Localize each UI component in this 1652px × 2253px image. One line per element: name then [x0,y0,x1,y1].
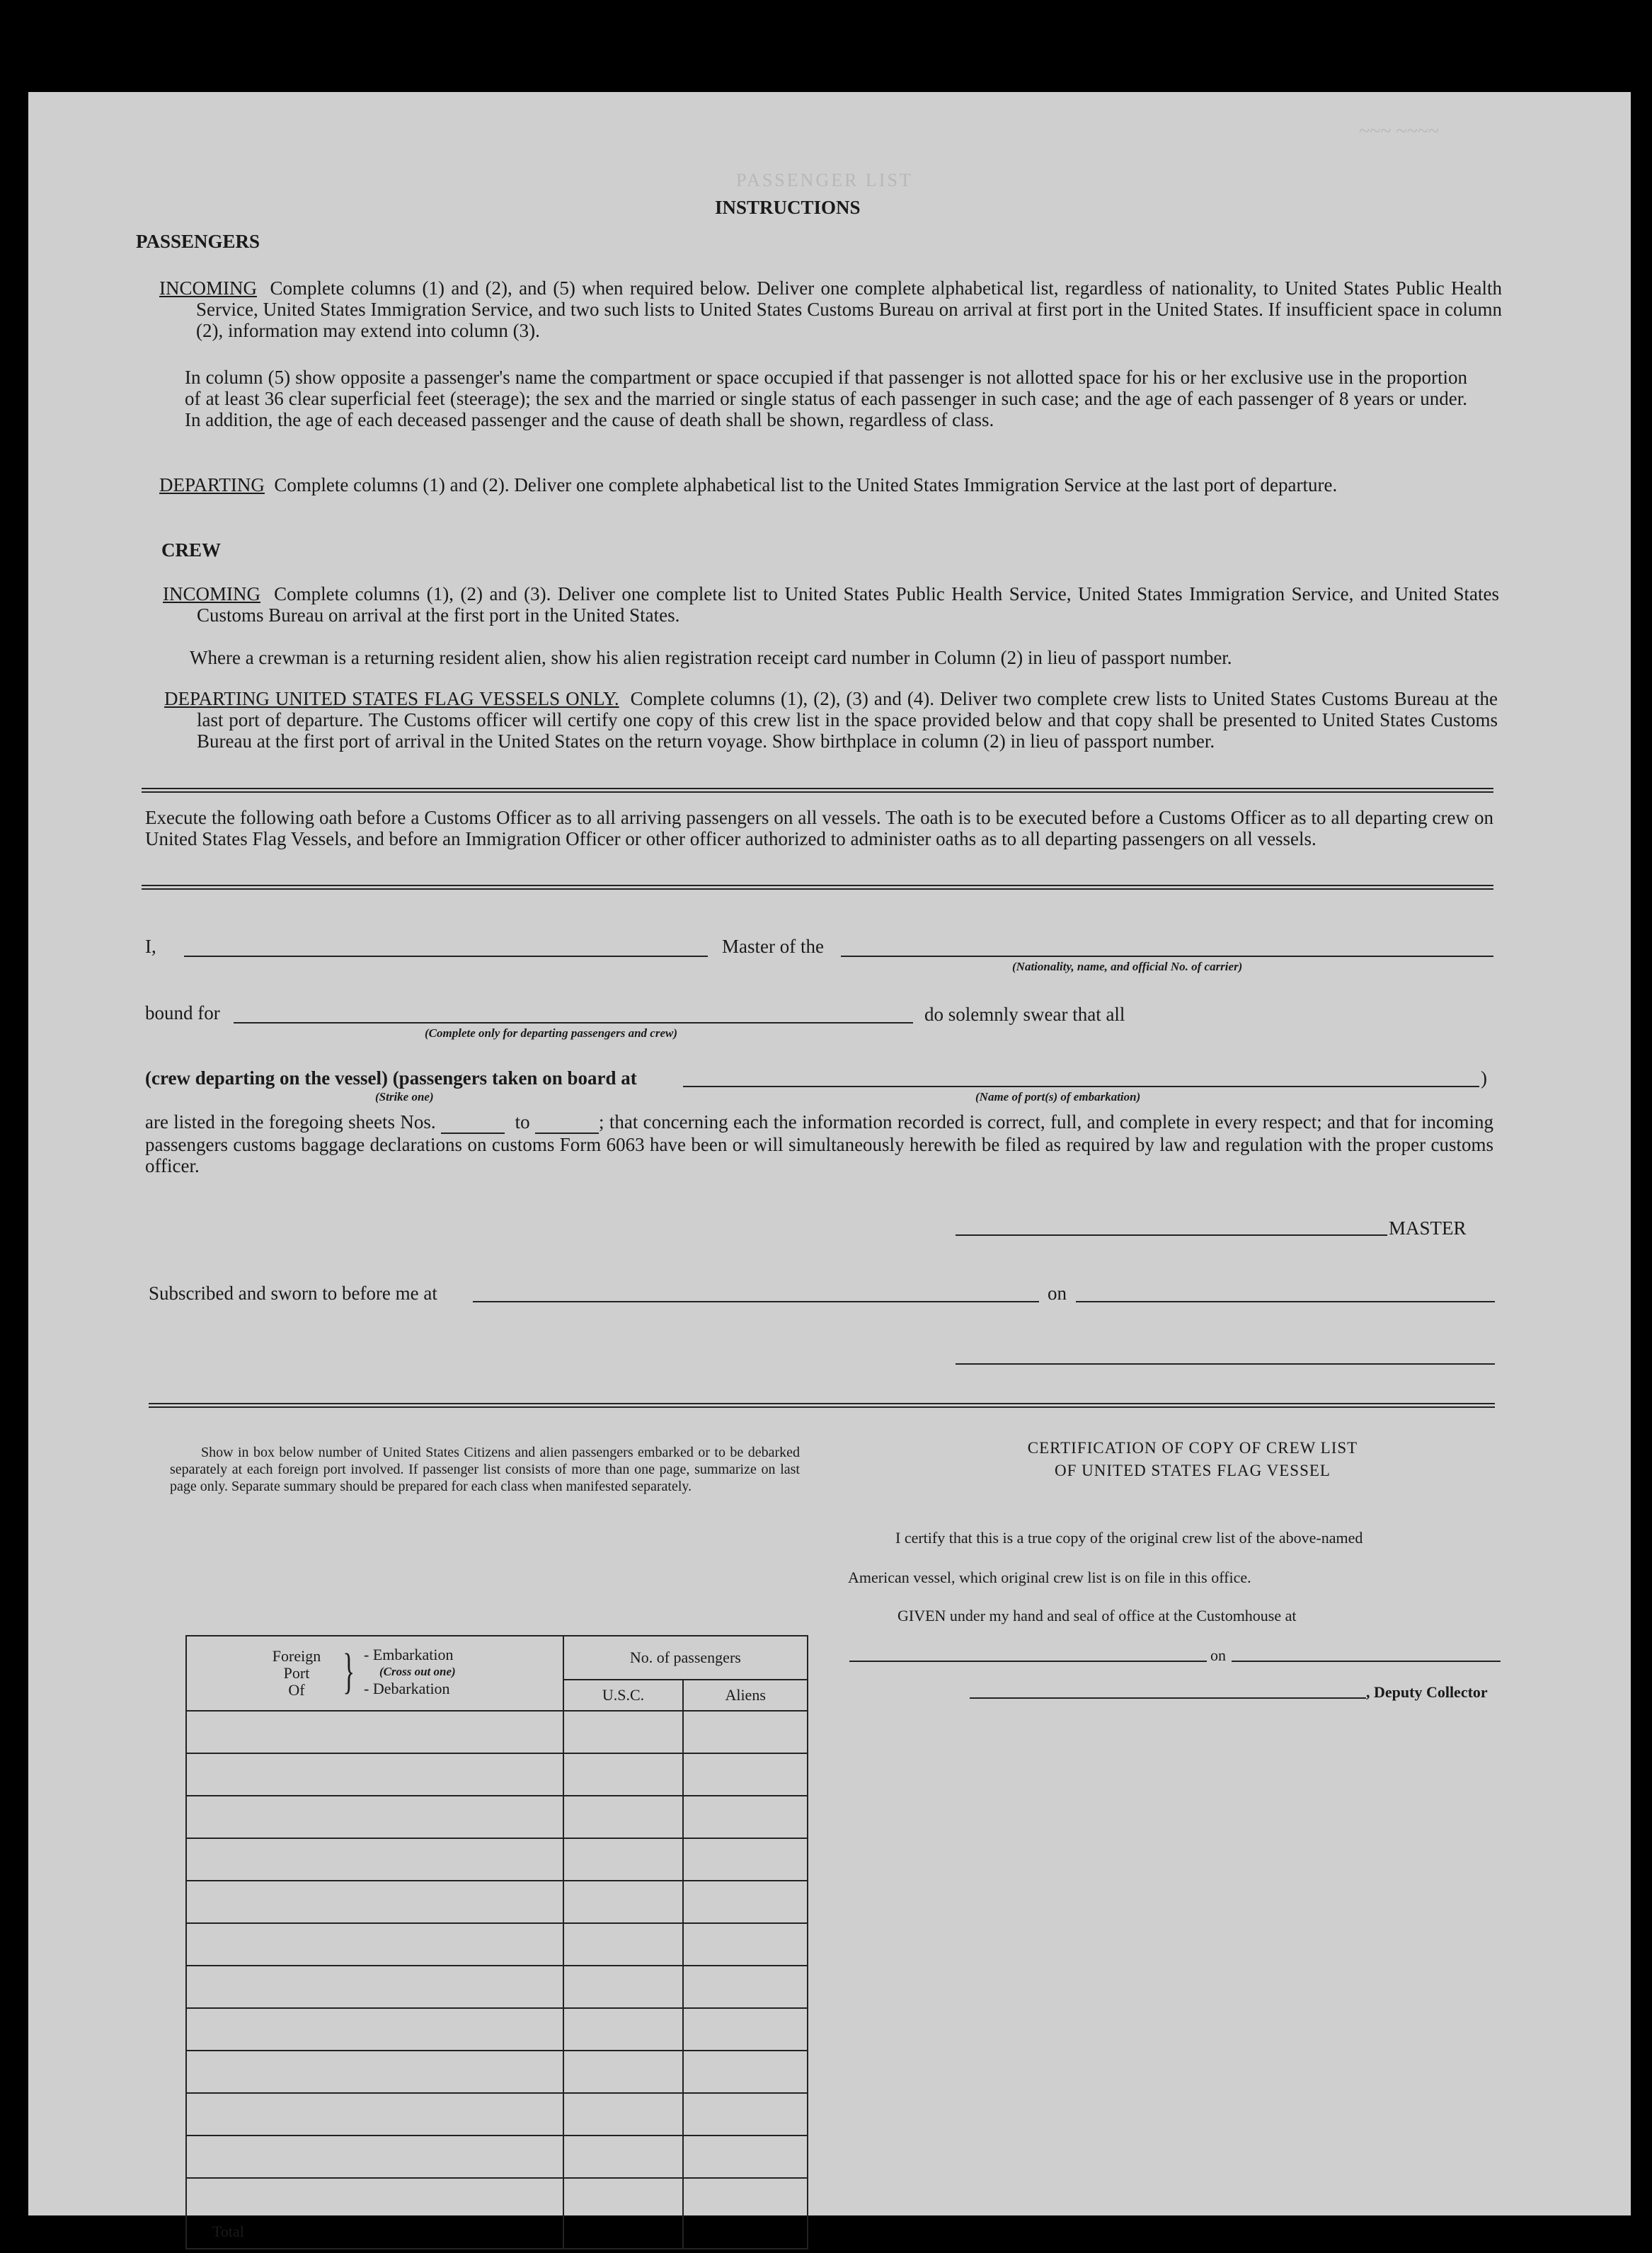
bound-for-label: bound for [145,1002,220,1024]
instructions-title: INSTRUCTIONS [715,197,861,218]
foreign-port-word: Port [283,1664,310,1682]
passengers-heading: PASSENGERS [136,231,260,252]
master-label: MASTER [1389,1217,1467,1239]
table-row[interactable] [186,1838,808,1881]
crew-incoming-text: Complete columns (1), (2) and (3). Deliver one complete list to United States Public Health Service, United States Immigration Service, and United States Customs Bureau on arrival at the first port in the United States. [197,583,1500,626]
sheet-from-field[interactable] [441,1111,505,1134]
table-row[interactable] [186,1881,808,1923]
table-row[interactable] [186,1796,808,1838]
certify-line-1: I certify that this is a true copy of the original crew list of the above-named [895,1529,1363,1547]
embarkation-ports-field[interactable] [683,1086,1479,1087]
table-row[interactable] [186,1966,808,2008]
embarkation-option[interactable]: - Embarkation [364,1646,454,1663]
crew-departing-text: Complete columns (1), (2), (3) and (4). Deliver two complete crew lists to United States Customs Bureau at the last port of departure. The Customs officer will certify one copy of this crew list in the space provided below and that copy shall be presented to United States Customs Bureau at the first port of arrival in the United States on the return voyage. Show birthplace in column (2) in lieu of passport number. [197,688,1498,752]
deputy-collector-label: , Deputy Collector [1366,1683,1488,1701]
certification-title [948,1437,1437,1482]
sheet-to-field[interactable] [535,1111,599,1134]
table-row[interactable] [186,2093,808,2136]
divider-rule [142,788,1493,793]
table-row[interactable] [186,1923,808,1966]
cross-out-note: (Cross out one) [379,1665,456,1678]
total-row[interactable] [186,2178,808,2249]
subscribed-place-field[interactable] [473,1301,1039,1302]
foreign-port-header [186,1636,563,1711]
crew-resident-text: Where a crewman is a returning resident alien, show his alien registration receipt card number in Column (2) in lieu of passport number. [190,647,1232,668]
divider-rule [142,885,1493,890]
passengers-incoming-paragraph [159,277,1502,341]
carrier-caption: (Nationality, name, and official No. of carrier) [1012,960,1243,973]
bound-for-field[interactable] [234,1022,913,1024]
close-paren: ) [1481,1067,1487,1089]
table-row[interactable] [186,1711,808,1753]
certification-title-line: OF UNITED STATES FLAG VESSEL [1055,1462,1331,1479]
passengers-incoming-text: Complete columns (1) and (2), and (5) when required below. Deliver one complete alphabetical list, regardless of nationality, to United States Public Health Service, United States Immigration Service, and two such lists to United States Customs Bureau on arrival at first port in the United States. If insufficient space in column (2), information may extend into column (3). [196,277,1502,341]
swear-text: do solemnly swear that all [924,1004,1125,1025]
listed-text: ; that concerning each the information recorded is correct, full, and complete in every respect; and that for incoming passengers customs baggage declarations on customs Form 6063 have been or will simultaneously herewith be filed as required by law and regulation with the proper customs officer. [145,1111,1494,1176]
to-label: to [515,1111,530,1133]
foreign-port-word: Foreign [272,1647,321,1665]
table-row[interactable] [186,2008,808,2051]
table-row[interactable] [186,1753,808,1796]
certification-title-line: CERTIFICATION OF COPY OF CREW LIST [1027,1439,1358,1457]
carrier-field[interactable] [841,956,1493,957]
certification-date-field[interactable] [1232,1661,1501,1662]
usc-header: U.S.C. [563,1680,684,1711]
document-page [28,92,1631,2240]
crew-departing-label: DEPARTING UNITED STATES FLAG VESSELS ONLY. [164,688,619,709]
bleed-through-text: ~~~ ~~~~ [1359,120,1440,142]
ports-caption: (Name of port(s) of embarkation) [975,1090,1141,1103]
subscribed-label: Subscribed and sworn to before me at [149,1283,437,1304]
deputy-signature-field[interactable] [970,1697,1366,1699]
divider-rule [149,1403,1495,1408]
departing-label: DEPARTING [159,474,265,495]
listed-prefix: are listed in the foregoing sheets Nos. [145,1111,436,1133]
master-name-field[interactable] [184,956,708,957]
customhouse-place-field[interactable] [849,1661,1207,1662]
oath-intro: Execute the following oath before a Customs Officer as to all arriving passengers on all vessels. The oath is to be executed before a Customs Officer as to all departing crew on United States Flag Vessels, and before an Immigration Officer or other officer authorized to administer oaths as to all departing passengers on all vessels. [145,807,1493,849]
table-row[interactable] [186,2051,808,2093]
crew-departing-paragraph [164,688,1498,752]
on-label: on [1048,1283,1067,1304]
aliens-header: Aliens [683,1680,808,1711]
strike-one-caption: (Strike one) [375,1090,434,1103]
given-text: GIVEN under my hand and seal of office at the Customhouse at [897,1607,1297,1624]
master-signature-field[interactable] [956,1234,1387,1236]
crew-heading: CREW [161,539,222,561]
crew-incoming-paragraph [163,583,1499,626]
total-label: Total [186,2178,563,2249]
bound-for-caption: (Complete only for departing passengers and crew) [425,1026,677,1040]
debarkation-option[interactable]: - Debarkation [364,1680,450,1697]
passengers-departing-text: Complete columns (1) and (2). Deliver one complete alphabetical list to the United States Immigration Service at the last port of departure. [274,474,1338,495]
oath-i-label: I, [145,936,156,957]
certify-line-2: American vessel, which original crew list is on file in this office. [848,1569,1251,1586]
listed-paragraph [145,1111,1493,1176]
crew-incoming-label: INCOMING [163,583,260,604]
crew-passengers-choice[interactable]: (crew departing on the vessel) (passengers taken on board at [145,1067,637,1089]
passenger-summary-table [185,1635,808,2249]
incoming-label: INCOMING [159,277,257,299]
bleed-through-text: PASSENGER LIST [736,170,913,190]
foreign-port-word: Of [288,1681,305,1699]
no-of-passengers-header: No. of passengers [563,1636,808,1680]
passengers-departing-paragraph [159,474,1502,495]
master-of-the-label: Master of the [722,936,824,957]
table-row[interactable] [186,2136,808,2178]
passengers-column5-paragraph: In column (5) show opposite a passenger's name the compartment or space occupied if that passenger is not allotted space for his or her exclusive use in the proportion of at least 36 clear superficial feet (steerage); the sex and the married or single status of each passenger in such case; and the age of each passenger of 8 years or under. In addition, the age of each deceased passenger and the cause of death shall be shown, regardless of class. [185,367,1467,430]
summary-instructions: Show in box below number of United States Citizens and alien passengers embarked or to be debarked separately at each foreign port involved. If passenger list consists of more than one page, summarize on last page only. Separate summary should be prepared for each class when manifested separately. [170,1445,800,1494]
officer-signature-field[interactable] [956,1363,1495,1365]
brace-icon: } [343,1644,355,1699]
certification-on-label: on [1210,1646,1226,1664]
subscribed-date-field[interactable] [1076,1301,1495,1302]
